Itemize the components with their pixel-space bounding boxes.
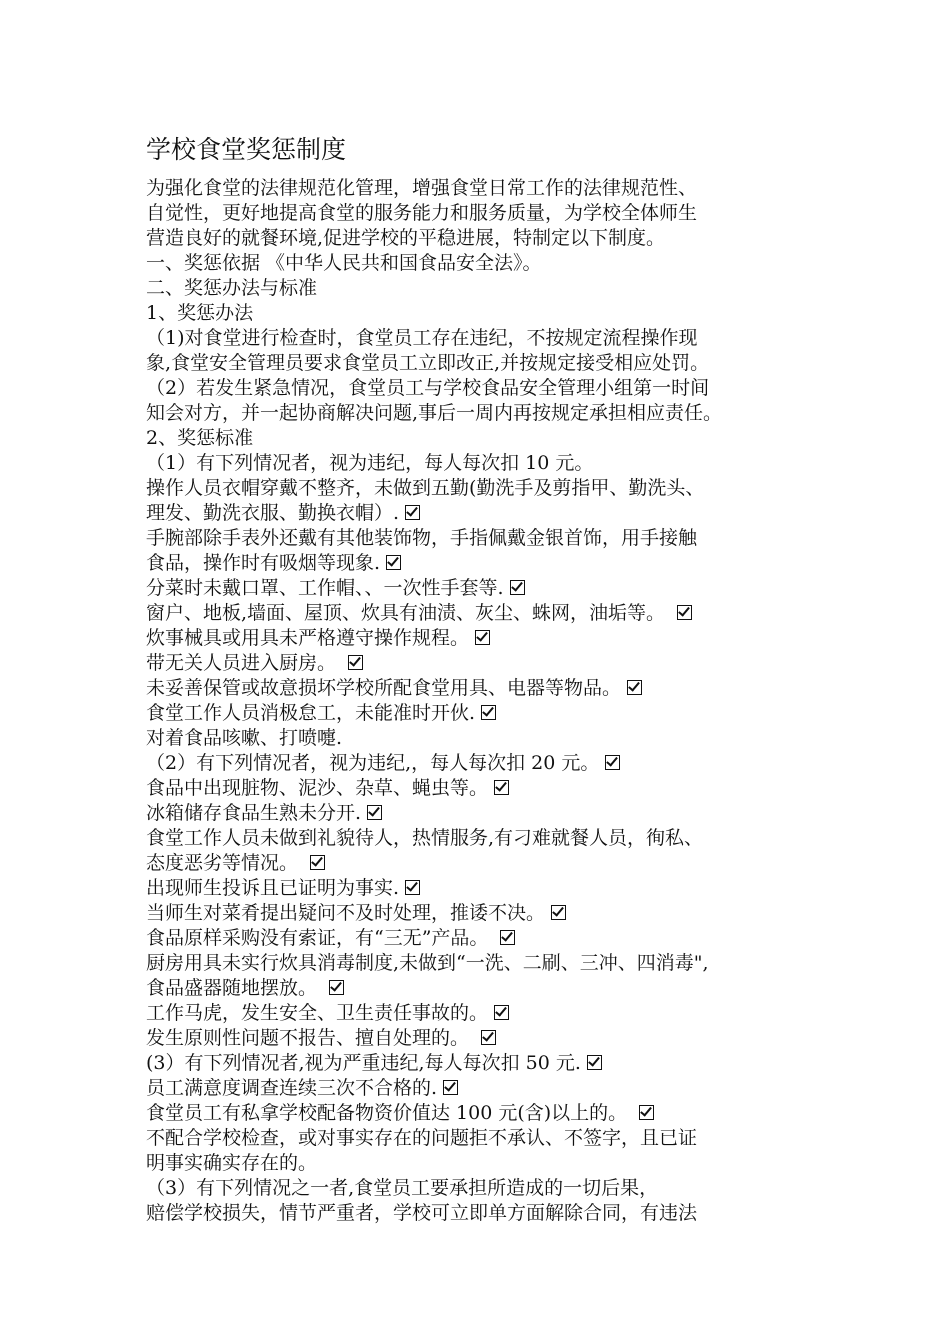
text-line-content: 食堂工作人员消极怠工，未能准时开伙.: [146, 702, 476, 724]
document-text: [146, 176, 816, 1226]
text-line: [146, 1051, 816, 1076]
text-line: [146, 351, 816, 376]
checkbox-checked-icon: [481, 1030, 496, 1045]
text-line-content: 出现师生投诉且已证明为事实.: [146, 877, 400, 899]
checkbox-checked-icon: [367, 805, 382, 820]
text-line-content: 食品原样采购没有索证，有“三无”产品。: [146, 927, 495, 949]
text-line: [146, 276, 816, 301]
checkbox-checked-icon: [443, 1080, 458, 1095]
text-line-content: 操作人员衣帽穿戴不整齐，未做到五勤(勤洗手及剪指甲、勤洗头、: [146, 477, 705, 499]
text-line-content: 工作马虎，发生安全、卫生责任事故的。: [146, 1002, 489, 1024]
text-line-content: 发生原则性问题不报告、擅自处理的。: [146, 1027, 476, 1049]
text-line: [146, 826, 816, 851]
checkbox-checked-icon: [510, 580, 525, 595]
text-line-content: 赔偿学校损失，情节严重者，学校可立即单方面解除合同，有违法: [146, 1202, 698, 1224]
text-line: [146, 926, 816, 951]
text-line: [146, 1151, 816, 1176]
document-body: [146, 130, 816, 1226]
text-line-content: 一、奖惩依据 《中华人民共和国食品安全法》。: [146, 252, 542, 274]
checkbox-checked-icon: [639, 1105, 654, 1120]
text-line-content: 2、奖惩标准: [146, 427, 254, 449]
text-line-content: 1、奖惩办法: [146, 302, 254, 324]
text-line-content: 食品中出现脏物、泥沙、杂草、蝇虫等。: [146, 777, 489, 799]
text-line-content: (3）有下列情况者,视为严重违纪,每人每次扣 50 元.: [146, 1052, 581, 1074]
checkbox-checked-icon: [551, 905, 566, 920]
text-line: [146, 901, 816, 926]
text-line: [146, 376, 816, 401]
text-line: [146, 851, 816, 876]
text-line: [146, 976, 816, 1001]
checkbox-checked-icon: [329, 980, 344, 995]
text-line: [146, 401, 816, 426]
text-line: [146, 1026, 816, 1051]
checkbox-checked-icon: [481, 705, 496, 720]
text-line-content: （2）有下列情况者，视为违纪,，每人每次扣 20 元。: [146, 752, 600, 774]
text-line: [146, 676, 816, 701]
text-line: [146, 951, 816, 976]
text-line-content: 分菜时未戴口罩、工作帽、、一次性手套等.: [146, 577, 504, 599]
checkbox-checked-icon: [494, 1005, 509, 1020]
text-line-content: 不配合学校检查，或对事实存在的问题拒不承认、不签字，且已证: [146, 1127, 698, 1149]
text-line-content: 食品，操作时有吸烟等现象.: [146, 552, 381, 574]
text-line-content: 窗户、地板,墙面、屋顶、炊具有油渍、灰尘、蛛网，油垢等。: [146, 602, 672, 624]
text-line-content: 食堂工作人员未做到礼貌待人，热情服务,有刁难就餐人员，徇私、: [146, 827, 704, 849]
checkbox-checked-icon: [627, 680, 642, 695]
checkbox-checked-icon: [475, 630, 490, 645]
text-line: [146, 201, 816, 226]
text-line: [146, 601, 816, 626]
text-line-content: 手腕部除手表外还戴有其他装饰物，手指佩戴金银首饰，用手接触: [146, 527, 698, 549]
checkbox-checked-icon: [677, 605, 692, 620]
checkbox-checked-icon: [386, 555, 401, 570]
text-line-content: 对着食品咳嗽、打喷嚏.: [146, 727, 343, 749]
text-line: [146, 326, 816, 351]
checkbox-checked-icon: [587, 1055, 602, 1070]
text-line: [146, 751, 816, 776]
text-line: [146, 1126, 816, 1151]
checkbox-checked-icon: [405, 505, 420, 520]
text-line: [146, 551, 816, 576]
text-line-content: 知会对方，并一起协商解决问题,事后一周内再按规定承担相应责任。: [146, 402, 723, 424]
text-line: [146, 1076, 816, 1101]
text-line-content: 炊事械具或用具未严格遵守操作规程。: [146, 627, 470, 649]
text-line: [146, 726, 816, 751]
checkbox-checked-icon: [605, 755, 620, 770]
checkbox-checked-icon: [310, 855, 325, 870]
text-line: [146, 1201, 816, 1226]
text-line-content: 带无关人员进入厨房。: [146, 652, 343, 674]
text-line-content: 冰箱储存食品生熟未分开.: [146, 802, 362, 824]
text-line-content: 食堂员工有私拿学校配备物资价值达 100 元(含)以上的。: [146, 1102, 634, 1124]
text-line-content: 态度恶劣等情况。: [146, 852, 305, 874]
checkbox-checked-icon: [348, 655, 363, 670]
text-line: [146, 626, 816, 651]
checkbox-checked-icon: [500, 930, 515, 945]
checkbox-checked-icon: [494, 780, 509, 795]
text-line-content: 二、奖惩办法与标准: [146, 277, 318, 299]
text-line: [146, 1176, 816, 1201]
text-line: [146, 1101, 816, 1126]
text-line: [146, 876, 816, 901]
text-line-content: 员工满意度调查连续三次不合格的.: [146, 1077, 438, 1099]
text-line: [146, 251, 816, 276]
text-line-content: 厨房用具未实行炊具消毒制度,未做到“一洗、二刷、三冲、四消毒",: [146, 952, 709, 974]
text-line: [146, 226, 816, 251]
text-line: [146, 1001, 816, 1026]
text-line: [146, 501, 816, 526]
text-line: [146, 576, 816, 601]
text-line: [146, 176, 816, 201]
text-line-content: 营造良好的就餐环境,促进学校的平稳进展，特制定以下制度。: [146, 227, 666, 249]
text-line: [146, 701, 816, 726]
text-line: [146, 776, 816, 801]
checkbox-checked-icon: [405, 880, 420, 895]
text-line-content: 未妥善保管或故意损坏学校所配食堂用具、电器等物品。: [146, 677, 622, 699]
text-line-content: （1）有下列情况者，视为违纪，每人每次扣 10 元。: [146, 452, 594, 474]
text-line: [146, 526, 816, 551]
text-line: [146, 451, 816, 476]
text-line-content: （2）若发生紧急情况，食堂员工与学校食品安全管理小组第一时间: [146, 377, 710, 399]
text-line-content: 当师生对菜肴提出疑问不及时处理，推诿不决。: [146, 902, 546, 924]
text-line-content: 自觉性，更好地提高食堂的服务能力和服务质量，为学校全体师生: [146, 202, 698, 224]
text-line: [146, 301, 816, 326]
text-line: [146, 651, 816, 676]
text-line-content: 为强化食堂的法律规范化管理，增强食堂日常工作的法律规范性、: [146, 177, 698, 199]
text-line-content: 象,食堂安全管理员要求食堂员工立即改正,并按规定接受相应处罚。: [146, 352, 710, 374]
text-line: [146, 476, 816, 501]
text-line-content: 明事实确实存在的。: [146, 1152, 318, 1174]
text-line: [146, 426, 816, 451]
document-title: 学校食堂奖惩制度: [146, 135, 347, 164]
text-line-content: 食品盛器随地摆放。: [146, 977, 324, 999]
text-line-content: 理发、勤洗衣服、勤换衣帽）.: [146, 502, 400, 524]
text-line-content: （3）有下列情况之一者,食堂员工要承担所造成的一切后果，: [146, 1177, 659, 1199]
text-line: [146, 801, 816, 826]
text-line-content: （1)对食堂进行检查时，食堂员工存在违纪，不按规定流程操作现: [146, 327, 698, 349]
